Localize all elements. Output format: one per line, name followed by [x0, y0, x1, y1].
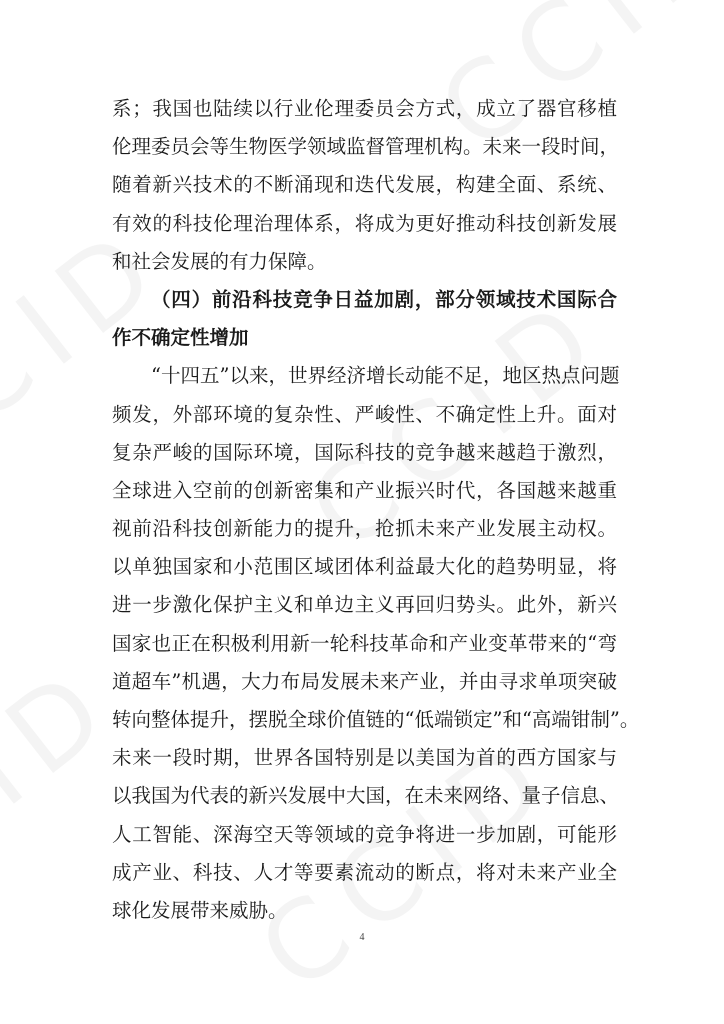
body-text: [112, 90, 640, 930]
text-line: 频发，外部环境的复杂性、严峻性、不确定性上升。面对: [112, 402, 617, 426]
text-line: 转向整体提升，摆脱全球价值链的“低端锁定”和“高端钳制”。: [112, 708, 640, 731]
paragraph: [112, 90, 620, 281]
text-line: 和社会发展的有力保障。: [112, 249, 327, 273]
text-line: 道超车”机遇，大力布局发展未来产业，并由寻求单项突破: [112, 669, 617, 693]
text-line: 国家也正在积极利用新一轮科技革命和产业变革带来的“弯: [112, 631, 617, 655]
section-heading: [112, 281, 617, 357]
text-line: 复杂严峻的国际环境，国际科技的竞争越来越趋于激烈，: [112, 440, 617, 464]
text-line: 有效的科技伦理治理体系，将成为更好推动科技创新发展: [112, 211, 617, 235]
page-number: 4: [359, 932, 365, 943]
text-line: 视前沿科技创新能力的提升，抢抓未来产业发展主动权。: [112, 517, 617, 541]
text-line: 伦理委员会等生物医学领域监督管理机构。未来一段时间，: [112, 135, 620, 159]
text-line: 球化发展带来威胁。: [112, 898, 288, 922]
text-line: 全球进入空前的创新密集和产业振兴时代，各国越来越重: [112, 478, 617, 502]
text-line: 成产业、科技、人才等要素流动的断点，将对未来产业全: [112, 860, 617, 884]
text-line: 未来一段时期，世界各国特别是以美国为首的西方国家与: [112, 746, 617, 770]
heading-line: 作不确定性增加: [112, 326, 249, 350]
text-line: 系；我国也陆续以行业伦理委员会方式，成立了器官移植: [112, 97, 617, 120]
text-line: 以单独国家和小范围区域团体利益最大化的趋势明显，将: [112, 555, 617, 579]
text-line: 进一步激化保护主义和单边主义再回归势头。此外，新兴: [112, 593, 617, 617]
paragraph: [112, 357, 640, 930]
text-line: 随着新兴技术的不断涌现和迭代发展，构建全面、系统、: [112, 173, 617, 197]
text-line: 以我国为代表的新兴发展中大国，在未来网络、量子信息、: [112, 784, 620, 808]
text-line: “十四五”以来，世界经济增长动能不足，地区热点问题: [151, 364, 620, 388]
text-line: 人工智能、深海空天等领域的竞争将进一步加剧，可能形: [112, 822, 617, 846]
heading-line: （四）前沿科技竞争日益加剧，部分领域技术国际合: [151, 287, 617, 311]
